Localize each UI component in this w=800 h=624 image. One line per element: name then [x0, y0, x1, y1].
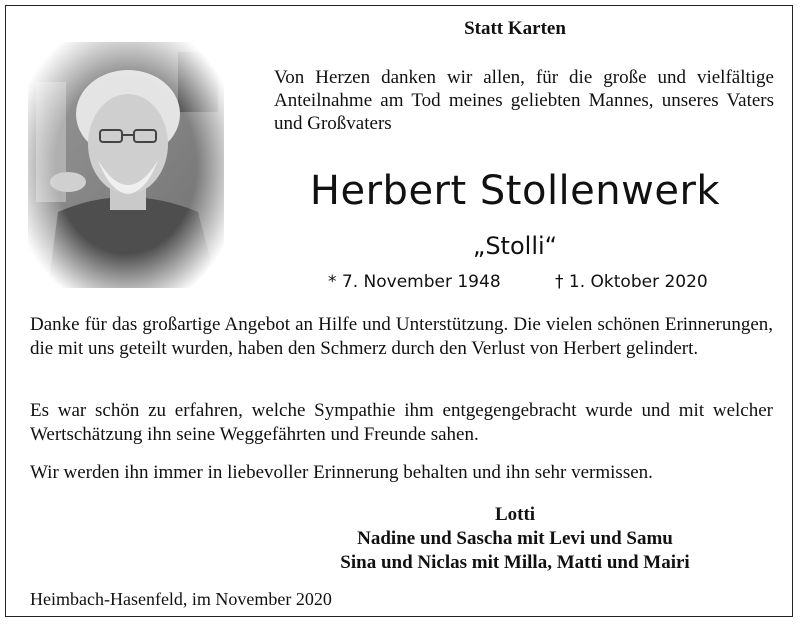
intro-text: Von Herzen danken wir allen, für die große und vielfältige Anteilnahme am Tod meines geliebten Mannes, unseres Vaters und Großvaters [274, 67, 774, 134]
signature-line: Lotti [494, 504, 536, 525]
thanks-paragraph: Danke für das großartige Angebot an Hilfe und Unterstützung. Die vielen schönen Erinnerungen, die mit uns geteilt wurden, haben den Schmerz durch den Verlust von Herbert gelindert. [30, 314, 773, 359]
death-date: † 1. Oktober 2020 [555, 272, 708, 292]
place-and-date: Heimbach-Hasenfeld, im November 2020 [30, 589, 332, 609]
signature-line: Sina und Niclas mit Milla, Matti und Mairi [340, 552, 690, 573]
portrait-photo [28, 42, 224, 288]
nickname: „Stolli“ [472, 232, 558, 260]
birth-date: * 7. November 1948 [328, 272, 501, 292]
sympathy-paragraph: Es war schön zu erfahren, welche Sympathie ihm entgegengebracht wurde und mit welcher Wertschätzung ihn seine Weggefährten und Freunde sahen. [30, 400, 773, 445]
deceased-name: Herbert Stollenwerk [309, 168, 721, 214]
notice-heading: Statt Karten [464, 18, 566, 39]
memory-paragraph: Wir werden ihn immer in liebevoller Erinnerung behalten und ihn sehr vermissen. [30, 462, 653, 483]
signature-line: Nadine und Sascha mit Levi und Samu [357, 528, 673, 549]
